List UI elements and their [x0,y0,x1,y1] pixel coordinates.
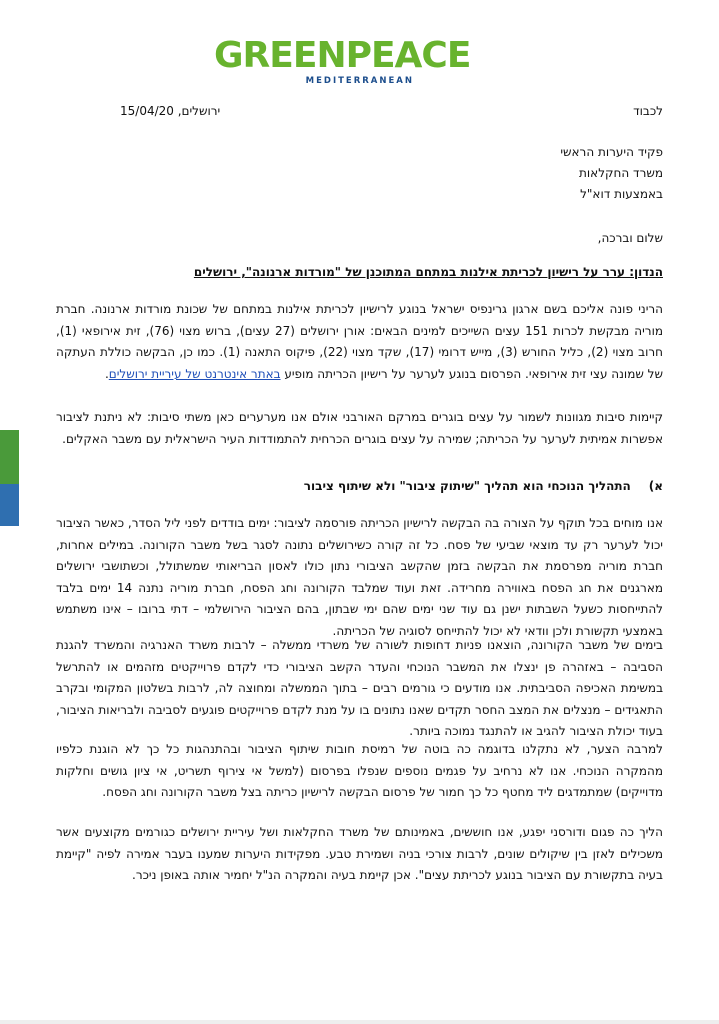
section-a-title: התהליך הנוכחי הוא תהליך "שיתוק ציבור" ולא שיתוף ציבור [303,479,631,493]
logo-subtitle: MEDITERRANEAN [305,76,414,86]
jerusalem-municipality-link[interactable]: באתר אינטרנט של עיריית ירושלים [108,366,281,381]
paragraph-trust-damage: הליך כה פגום ודורסני יפגע, אנו חוששים, באמינותם של משרד החקלאות ושל עיריית ירושלים כגורמים מקוצעים אשר משכילים לאזן בין שיקולים שונים, לרבות צורכי בניה ושמירת טבע. מפקידות היערות שמענו בעבר אמירה לפיה "קיימת בעיה בתקשורת עם הציבור בנוגע לכריתת עצים". אכן קיימת בעיה והמקרה הנ"ל יחמיר אותה באופן ניכר. [56,825,663,882]
letter-subject: הנדון: ערר על רישיון לכריתת אילנות במתחם המתוכנן של "מורדות ארנונה", ירושלים [193,265,663,279]
side-tab-green [0,430,19,484]
section-a-heading [304,478,663,494]
paragraph-intro-end: . [104,366,109,381]
side-tab-blue [0,484,19,526]
greenpeace-logo [214,35,471,88]
recipient-title: פקיד היערות הראשי [560,145,663,159]
greeting: שלום וברכה, [597,231,663,245]
paragraph-publication-timing: אנו מוחים בכל תוקף על הצורה בה הבקשה לרישיון הכריתה פורסמה לציבור: ימים בודדים לפני ליל הסדר, כאשר הציבור יכול לערער רק עד מוצאי שביעי של פסח. כל זה קורה כשירושלים נתונה לסגר בשל משבר הקורונה. במילים אחרות, חברת מוריה מפרסמת את הבקשה בזמן שהקשב הציבורי נתון כולו לאסון הבריאותי שמשתולל, וכשתושבי ירושלים מארגנים את חג הפסח באווירה מחרידה. זאת ועוד שמלבד הקורונה וחג הפסח, חברת מוריה נתנה 14 ימים בלבד להתייחסות כשעל השבתות ישנן גם עוד שני ימים שהם ימי שבתון, בהם הציבור הירושלמי – דתי ברובו – אינו משתמש באמצעי תקשורת ולכן וודאי לא יכול להתייחס לסוגיה של הכריתה. [56,516,664,638]
logo-wordmark: GREENPEACE [214,35,471,76]
recipient-via: באמצעות דוא"ל [580,187,663,201]
letter-date: ירושלים, 15/04/20 [120,104,221,118]
paragraph-corona-crisis: בימים של משבר הקורונה, הוצאנו פניות דחופות לשורה של משרדי ממשלה – לרבות משרד האנרגיה והמשרד להגנת הסביבה – באזהרה פן ינצלו את המשבר הנוכחי והעדר הקשב הציבורי כדי לקדם פרוייקטים מזהמים או להתרשל במשימת האכיפה הסביבתית. אנו מודעים כי גורמים רבים – בתוך הממשלה ומחוצה לה, לרבות בשלטון המקומי ובקרב התאגידים – מנצלים את המצב החסר תקדים שאנו נתונים בו על מנת לקדם פרוייקטים פוגעים לסביבה ולבריאות הציבור, בעוד יכולת הציבור להגיב או להתנגד נמוכה ביותר. [56,638,663,738]
addressee-label: לכבוד [633,104,663,118]
paragraph-unfair-process: למרבה הצער, לא נתקלנו בדוגמה כה בוטה של רמיסת חובות שיתוף הציבור ובהתנהגות כל כך לא הוגנת כלפיו מהמקרה הנוכחי. אנו לא נרחיב על פגמים נוספים שנפלו בפרסום (למשל אי צירוף תשריט, אי ציון גושים וחלקות מדוייקים) שמתמדגים ליד מחטף כל כך חמור של פרסום הבקשה לרישיון כריתה בצל משבר הקורונה וחג הפסח. [56,742,663,799]
page-bottom-edge [0,1020,719,1024]
paragraph-intro-text: הריני פונה אליכם בשם ארגון גרינפיס ישראל בנוגע לרישיון לכריתת אילנות במתחם של שכונת מורדות ארנונה. חברת מוריה מבקשת לכרות 151 עצים השייכים למינים הבאים: אורן ירושלים (27 עצים), ברוש מצוי (76), זית אירופאי (1), חרוב מצוי (2), כליל החורש (3), מייש דרומי (17), שקד מצוי (22), פיקוס התאנה (1). כמו כן, הבקשה כוללת העתקה של שמונה עצי זית אירופאי. הפרסום בנוגע לערער על רישיון הכריתה מופיע [56,302,663,381]
recipient-ministry: משרד החקלאות [579,166,663,180]
section-a-marker: א) [648,479,663,493]
paragraph-reasons: קיימות סיבות מגוונות לשמור על עצים בוגרים במרקם האורבני אולם אנו מערערים כאן משתי סיבות: לא ניתנת לציבור אפשרות אמיתית לערער על הכריתה; שמירה על עצים בוגרים הכרחית להתמודדות העיר הישראלית עם משבר האקלים. [56,410,663,446]
paragraph-intro [56,299,663,385]
